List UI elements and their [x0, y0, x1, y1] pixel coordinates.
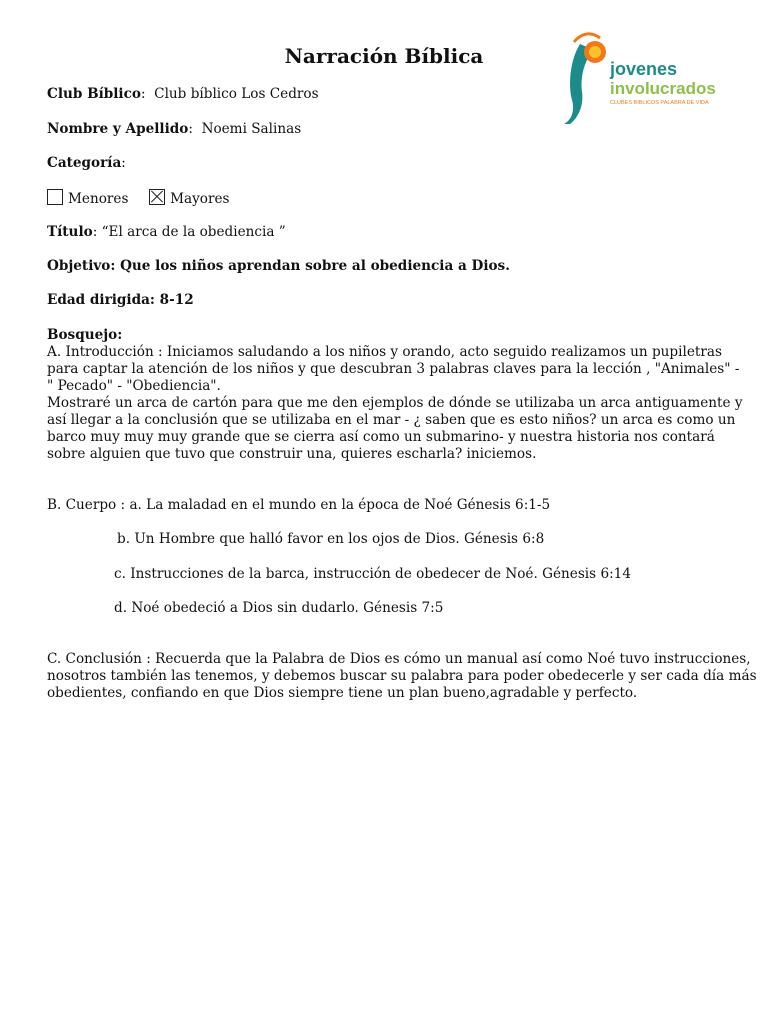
- intro-line: barco muy muy muy grande que se cierra así como un submarino- y nuestra historia nos contará: [47, 429, 715, 445]
- categoria-field: Categoría:: [47, 155, 126, 171]
- intro-line: Mostraré un arca de cartón para que me den ejemplos de dónde se utilizaba un arca antiguamente y: [47, 395, 743, 411]
- edad-dirigida: Edad dirigida: 8-12: [47, 292, 194, 308]
- categoria-label: Categoría: [47, 155, 122, 171]
- objetivo: Objetivo: Que los niños aprendan sobre al obediencia a Dios.: [47, 258, 510, 274]
- cuerpo-line: d. Noé obedeció a Dios sin dudarlo. Génesis 7:5: [114, 600, 444, 616]
- conclusion-line: obedientes, confiando en que Dios siempre tiene un plan bueno,agradable y perfecto.: [47, 685, 638, 701]
- titulo-field: Título: “El arca de la obediencia ”: [47, 224, 286, 240]
- club-label: Club Bíblico: [47, 86, 141, 102]
- jovenes-involucrados-logo: [558, 30, 728, 126]
- logo-wordmark-1: jovenes: [610, 59, 678, 79]
- conclusion-line: nosotros también las tenemos, y debemos buscar su palabra para poder obedecerle y ser cada día más: [47, 668, 757, 684]
- cuerpo-line: b. Un Hombre que halló favor en los ojos de Dios. Génesis 6:8: [117, 531, 545, 547]
- nombre-label: Nombre y Apellido: [47, 121, 189, 137]
- page-title: Narración Bíblica: [284, 44, 484, 68]
- intro-line: sobre alguien que tuvo que construir una, quieres escharla? iniciemos.: [47, 446, 537, 462]
- nombre-field: Nombre y Apellido: Noemi Salinas: [47, 121, 302, 137]
- intro-line: para captar la atención de los niños y que descubran 3 palabras claves para la lección , "Animales" -: [47, 361, 740, 377]
- categoria-options: [47, 189, 230, 208]
- logo-wordmark-2: involucrados: [610, 79, 716, 98]
- titulo-value: “El arca de la obediencia ”: [101, 224, 286, 240]
- bosquejo-label: Bosquejo:: [47, 327, 123, 343]
- cuerpo-line: B. Cuerpo : a. La maladad en el mundo en la época de Noé Génesis 6:1-5: [47, 497, 551, 513]
- logo-tagline: CLUBES BIBLICOS PALABRA DE VIDA: [610, 100, 709, 106]
- club-field: Club Bíblico: Club bíblico Los Cedros: [47, 86, 319, 102]
- conclusion-line: C. Conclusión : Recuerda que la Palabra de Dios es cómo un manual así como Noé tuvo instrucciones,: [47, 651, 751, 667]
- menores-checkbox[interactable]: [47, 189, 63, 205]
- titulo-label: Título: [47, 224, 93, 240]
- cuerpo-line: c. Instrucciones de la barca, instrucción de obedecer de Noé. Génesis 6:14: [114, 566, 631, 582]
- intro-line: así llegar a la conclusión que se utilizaba en el mar - ¿ saben que es esto niños? un arca es como un: [47, 412, 736, 428]
- mayores-label: Mayores: [170, 191, 230, 207]
- intro-line: " Pecado" - "Obediencia".: [47, 378, 221, 394]
- club-value: Club bíblico Los Cedros: [154, 86, 319, 102]
- mayores-checkbox[interactable]: [149, 189, 165, 205]
- menores-label: Menores: [68, 191, 129, 207]
- nombre-value: Noemi Salinas: [201, 121, 302, 137]
- intro-line: A. Introducción : Iniciamos saludando a los niños y orando, acto seguido realizamos un pupiletras: [47, 344, 722, 360]
